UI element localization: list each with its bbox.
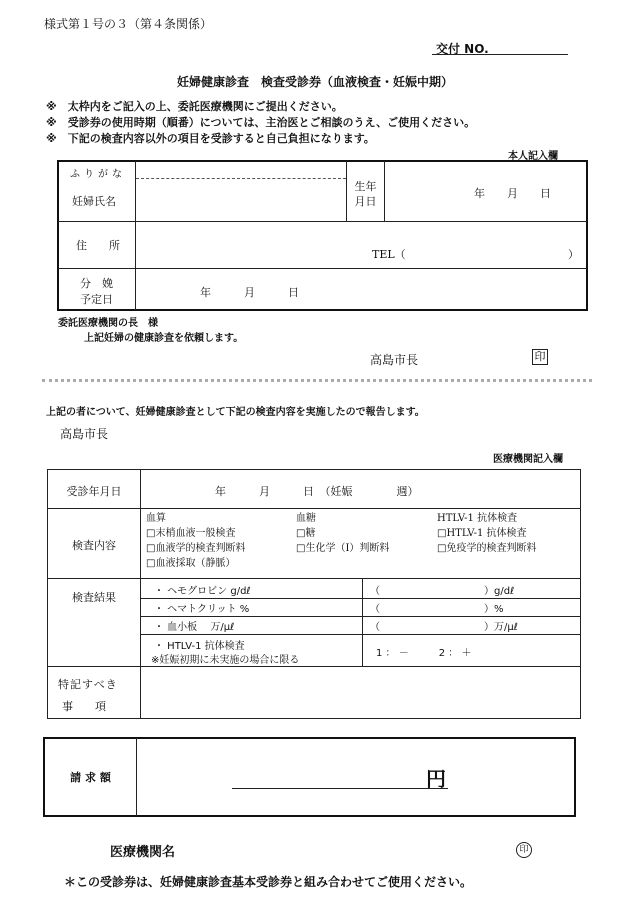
name-label: 妊婦氏名 <box>72 195 116 208</box>
birth-label-1: 生年 <box>354 180 377 193</box>
hemoglobin-value-field[interactable] <box>382 580 482 597</box>
sugar-title: 血糖 <box>296 513 316 524</box>
name-field[interactable] <box>140 182 340 216</box>
address-label: 住 所 <box>76 239 120 252</box>
content-htlv-col <box>437 511 536 556</box>
institution-label: 医療機関名 <box>110 845 176 860</box>
page-title: 妊婦健康診査 検査受診券（血液検査・妊娠中期） <box>176 75 453 89</box>
blood-check-2[interactable]: □血液学的検査判断料 <box>146 543 246 554</box>
result-htlv: ・ HTLV-1 抗体検査 <box>154 641 245 652</box>
remarks-label-2: 事 項 <box>62 700 106 713</box>
birth-label-2: 月日 <box>354 195 377 208</box>
note-3: ※ 下記の検査内容以外の項目を受診すると自己負担になります。 <box>46 132 375 145</box>
mayor-seal: 印 <box>532 349 548 365</box>
due-date-field[interactable]: 年 月 日 <box>200 286 299 299</box>
yen-symbol: 円 <box>426 767 446 791</box>
note-2: ※ 受診券の使用時期（順番）については、主治医とご相談のうえ、ご使用ください。 <box>46 116 476 129</box>
result-htlv-note: ※妊娠初期に未実施の場合に限る <box>151 655 300 666</box>
tel-label: TEL（ <box>372 248 406 261</box>
furigana-label: ふりがな <box>70 169 126 180</box>
institution-field[interactable] <box>210 838 500 858</box>
due-label-2: 予定日 <box>80 293 113 306</box>
result-platelet: ・ 血小板 万/μℓ <box>154 622 235 633</box>
content-blood-col <box>146 511 245 571</box>
hematocrit-value-field[interactable] <box>382 599 482 615</box>
due-label-1: 分 娩 <box>80 277 113 290</box>
address-field[interactable] <box>140 226 580 264</box>
result-hemoglobin: ・ ヘモグロビン g/dℓ <box>154 586 251 597</box>
remarks-label-1: 特記すべき <box>58 678 118 691</box>
report-intro: 上記の者について、妊婦健康診査として下記の検査内容を実施したので報告します。 <box>46 407 425 418</box>
footer-note: ＊この受診券は、妊婦健康診査基本受診券と組み合わせてご使用ください。 <box>64 875 473 889</box>
tel-close: ） <box>568 248 579 261</box>
request-body: 上記妊婦の健康診査を依頼します。 <box>84 333 244 344</box>
institution-seal: 印 <box>516 842 532 858</box>
htlv-check-2[interactable]: □免疫学的検査判断料 <box>437 543 537 554</box>
result-hematocrit-unit: ）% <box>484 604 504 615</box>
result-htlv-values[interactable]: 1 ： － 2 ： ＋ <box>376 648 472 659</box>
birth-date-field[interactable]: 年 月 日 <box>474 187 551 200</box>
issue-no-label: 交付 NO. <box>436 42 489 56</box>
platelet-value-field[interactable] <box>382 617 482 633</box>
report-to: 高島市長 <box>60 427 109 441</box>
blood-check-1[interactable]: □末梢血液一般検査 <box>146 528 236 539</box>
sugar-check-2[interactable]: □生化学（Ⅰ）判断料 <box>296 543 390 554</box>
visit-date-field[interactable]: 年 月 日 （妊娠 週） <box>215 485 419 498</box>
blood-title: 血算 <box>146 513 166 524</box>
billing-amount-field[interactable] <box>232 766 422 787</box>
result-hematocrit-open: （ <box>370 604 380 615</box>
content-sugar-col <box>296 511 389 556</box>
furigana-field[interactable] <box>140 164 340 177</box>
result-hemoglobin-open: （ <box>370 586 380 597</box>
blood-check-3[interactable]: □血液採取（静脈） <box>146 558 236 569</box>
htlv-check-1[interactable]: □HTLV-1 抗体検査 <box>437 528 527 539</box>
result-platelet-open: （ <box>370 622 380 633</box>
billing-label: 請 求 額 <box>70 771 111 784</box>
visit-date-label: 受診年月日 <box>66 485 122 498</box>
issue-no-field[interactable] <box>432 54 568 55</box>
medical-entry-label: 医療機関記入欄 <box>493 454 563 465</box>
result-hemoglobin-unit: ）g/dℓ <box>484 586 515 597</box>
form-number: 様式第１号の３（第４条関係） <box>44 17 213 31</box>
sugar-check-1[interactable]: □糖 <box>296 528 316 539</box>
self-entry-label: 本人記入欄 <box>508 151 558 162</box>
cut-line <box>42 379 592 382</box>
note-1: ※ 太枠内をご記入の上、委託医療機関にご提出ください。 <box>46 100 343 113</box>
content-label: 検査内容 <box>72 539 116 552</box>
results-label: 検査結果 <box>72 591 116 604</box>
result-platelet-unit: ）万/μℓ <box>484 622 518 633</box>
request-to: 委託医療機関の長 様 <box>58 318 158 329</box>
mayor-name: 高島市長 <box>370 353 419 367</box>
htlv-title: HTLV-1 抗体検査 <box>437 513 518 524</box>
remarks-field[interactable] <box>146 670 576 714</box>
result-hematocrit: ・ ヘマトクリット % <box>154 604 250 615</box>
